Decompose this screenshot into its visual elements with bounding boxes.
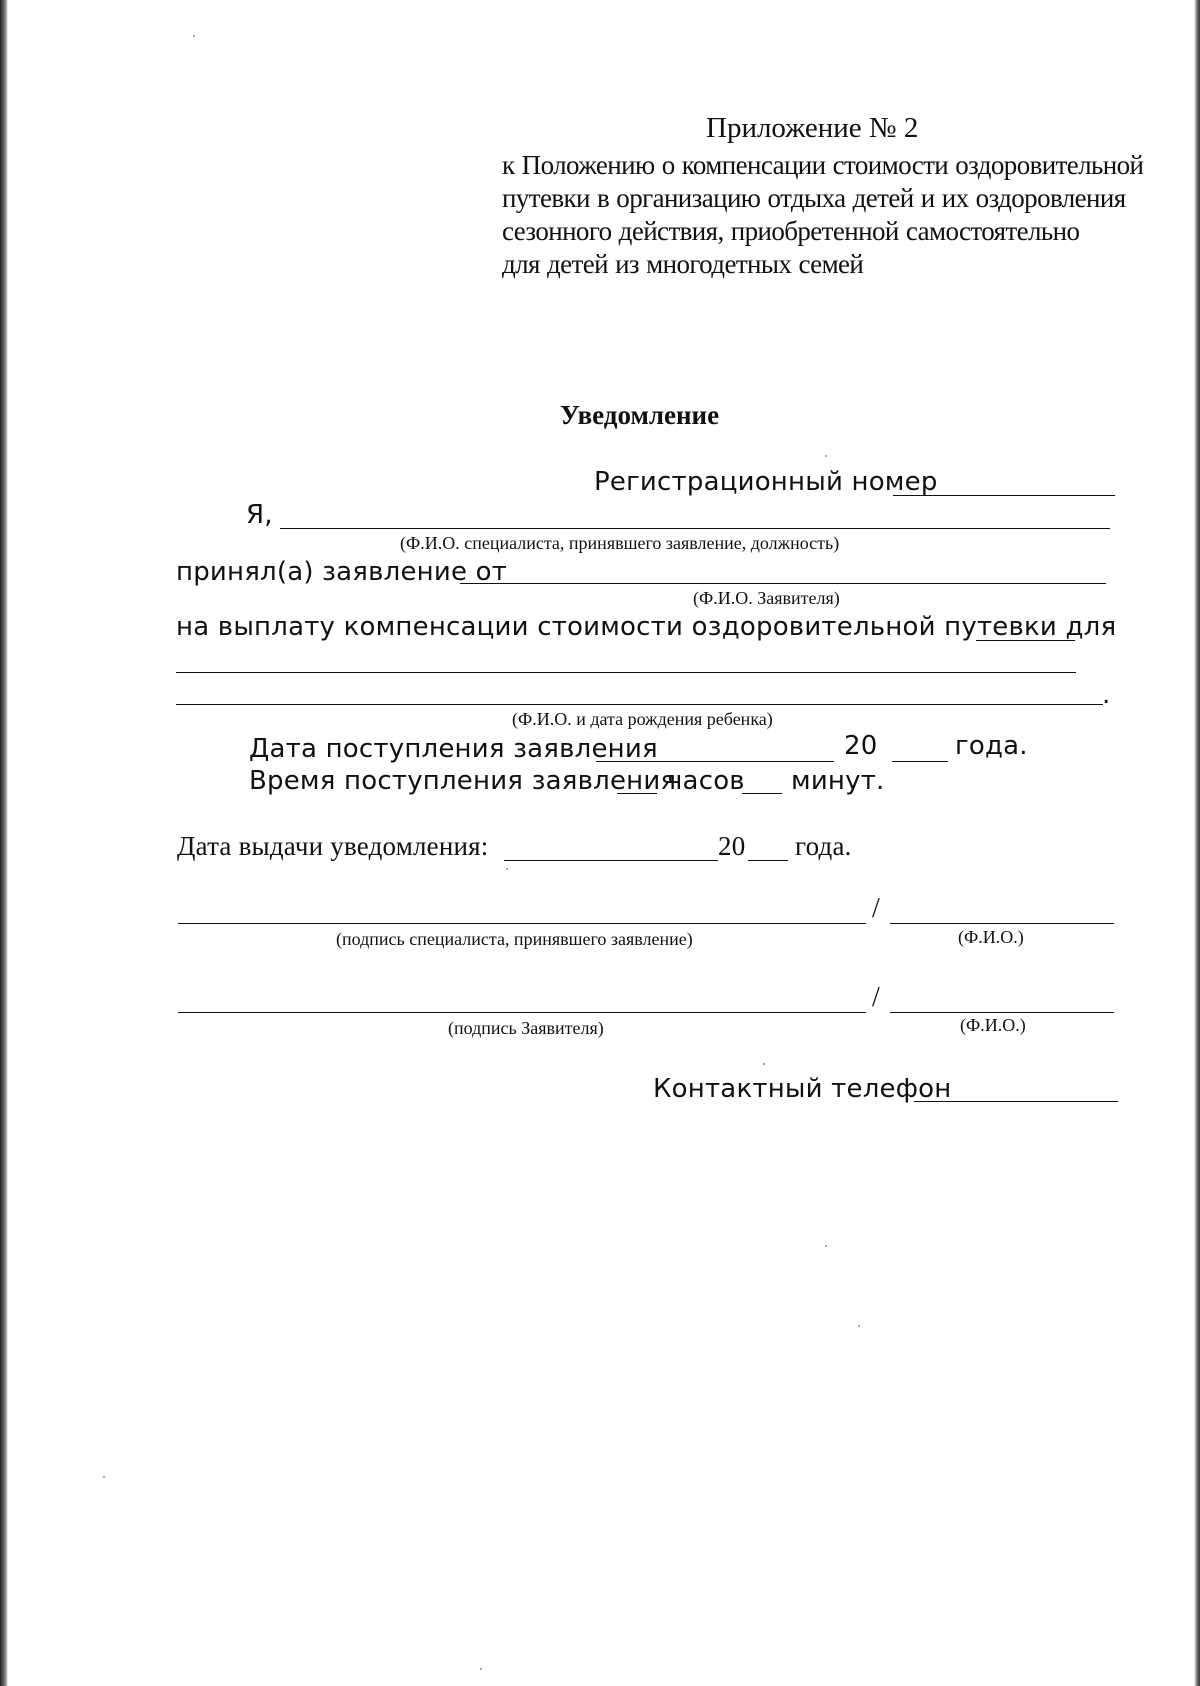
applicant-fio-field[interactable] [890,1012,1114,1013]
i-label: Я, [246,500,273,530]
applicant-hint: (Ф.И.О. Заявителя) [693,588,840,608]
scan-speck [506,868,508,870]
scan-speck [825,455,827,457]
receipt-date-label: Дата поступления заявления [249,734,658,764]
applicant-fio-hint: (Ф.И.О.) [960,1015,1026,1035]
hours-label: часов [667,766,745,796]
issue-year-prefix: 20 [718,831,746,861]
contact-phone-label: Контактный телефон [653,1074,952,1104]
applicant-name-field[interactable] [460,583,1106,584]
scan-speck [480,1668,482,1670]
contact-phone-field[interactable] [914,1101,1118,1102]
scan-edge-left [0,0,8,1686]
receipt-year-field[interactable] [892,761,948,762]
scan-edge-right [1194,0,1200,1686]
scan-speck [103,1476,105,1478]
appendix-line-3: сезонного действия, приобретенной самостоятельно [502,216,1080,246]
receipt-year-suffix: года. [955,731,1028,761]
receipt-minutes-field[interactable] [742,793,782,794]
receipt-year-prefix: 20 [844,731,878,761]
specialist-signature-hint: (подпись специалиста, принявшего заявление) [336,929,693,949]
issue-year-suffix: года. [795,831,852,861]
registration-number-label: Регистрационный номер [594,467,938,497]
receipt-date-field[interactable] [596,761,834,762]
document-title: Уведомление [560,400,720,430]
specialist-fio-hint: (Ф.И.О.) [958,927,1024,947]
child-hint: (Ф.И.О. и дата рождения ребенка) [512,709,773,729]
appendix-title: Приложение № 2 [706,112,919,144]
child-field-period: . [1102,680,1111,710]
specialist-hint: (Ф.И.О. специалиста, принявшего заявление, должность) [400,533,840,553]
payment-purpose-label: на выплату компенсации стоимости оздоровительной путевки для [176,612,1117,642]
scan-speck [858,1325,860,1327]
applicant-signature-hint: (подпись Заявителя) [448,1018,604,1038]
registration-number-field[interactable] [893,495,1115,496]
receipt-time-label: Время поступления заявления [249,766,677,796]
issue-year-field[interactable] [748,860,788,861]
child-field-line-3[interactable] [176,704,1103,705]
specialist-signature-slash: / [872,893,880,924]
appendix-line-1: к Положению о компенсации стоимости оздоровительной [502,150,1144,180]
specialist-fio-field[interactable] [890,923,1114,924]
appendix-line-2: путевки в организацию отдыха детей и их оздоровления [502,183,1126,213]
accepted-from-label: принял(а) заявление от [176,557,508,587]
specialist-name-field[interactable] [280,528,1110,529]
issue-date-field[interactable] [504,860,718,861]
receipt-hours-field[interactable] [617,793,657,794]
scan-speck [825,1245,827,1247]
minutes-label: минут. [791,766,885,796]
scan-speck [763,1063,765,1065]
specialist-signature-field[interactable] [178,923,866,924]
scan-speck [193,35,195,37]
appendix-line-4: для детей из многодетных семей [502,249,864,279]
issue-date-label: Дата выдачи уведомления: [177,831,489,861]
applicant-signature-slash: / [872,982,880,1013]
child-field-line-2[interactable] [176,672,1076,673]
child-field-line-1[interactable] [976,640,1075,641]
applicant-signature-field[interactable] [178,1012,866,1013]
